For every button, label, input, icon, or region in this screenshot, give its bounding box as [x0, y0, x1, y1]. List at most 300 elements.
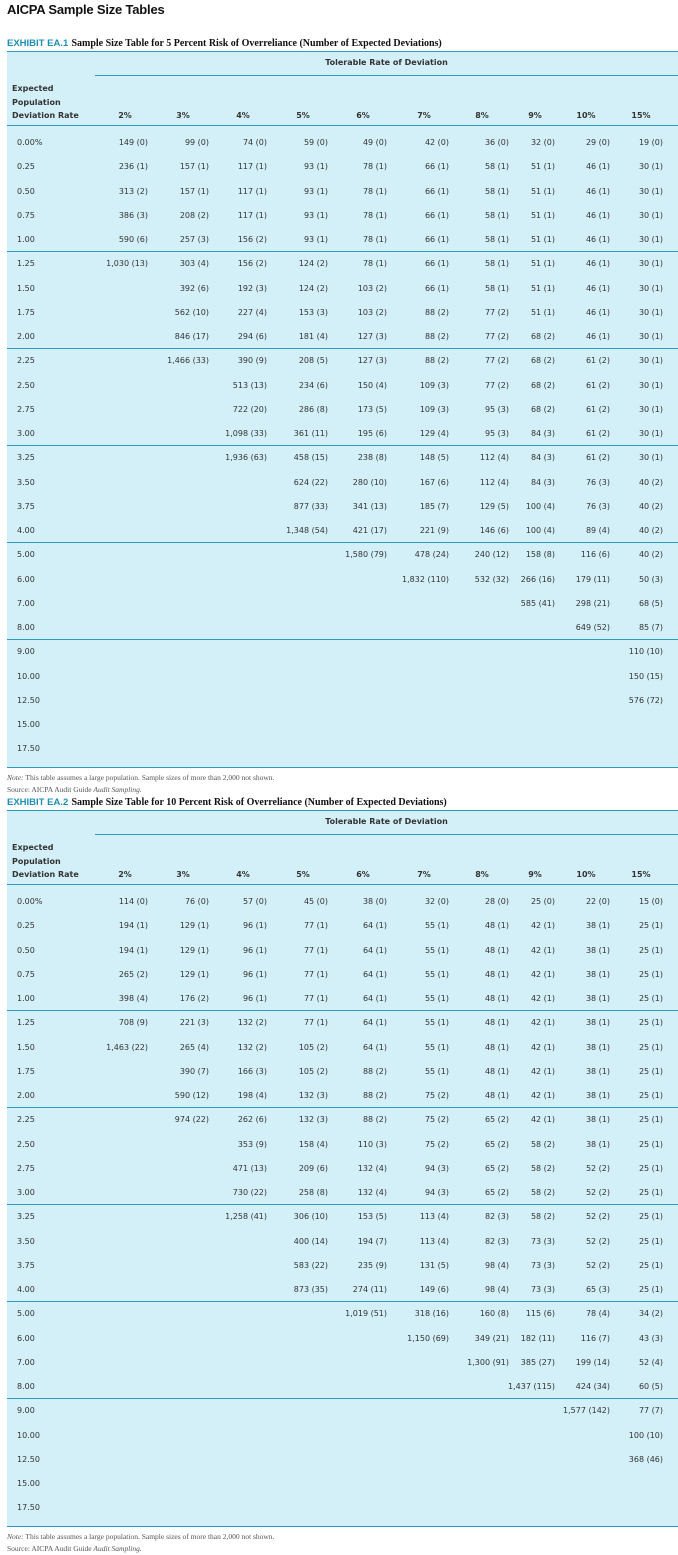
- sample-size-cell: 194 (1): [118, 921, 148, 931]
- sample-size-cell: 153 (3): [298, 307, 328, 317]
- sample-size-cell: 1,300 (91): [467, 1357, 509, 1367]
- table-row: [7, 278, 678, 302]
- page-title: AICPA Sample Size Tables: [7, 2, 165, 17]
- table-row: [7, 617, 678, 641]
- table-row: [7, 1109, 678, 1133]
- sample-size-cell: 75 (2): [424, 1091, 449, 1100]
- sample-size-cell: 25 (1): [638, 1163, 663, 1173]
- super-header-rule: [95, 834, 678, 835]
- deviation-rate: 17.50: [17, 1503, 40, 1513]
- sample-size-cell: 75 (2): [424, 1139, 449, 1149]
- deviation-rate: 3.25: [17, 1212, 35, 1222]
- sample-size-cell: 22 (0): [585, 897, 610, 906]
- sample-size-cell: 198 (4): [237, 1091, 267, 1100]
- sample-size-cell: 25 (1): [638, 1236, 663, 1246]
- sample-size-cell: 78 (1): [362, 259, 387, 269]
- column-header: 5%: [296, 870, 310, 879]
- note-text: This table assumes a large population. Sample sizes of more than 2,000 not shown.: [25, 1531, 275, 1541]
- sample-size-cell: 30 (1): [638, 429, 663, 438]
- group-divider: [7, 1107, 678, 1108]
- sample-size-cell: 77 (1): [303, 945, 328, 955]
- sample-size-cell: 100 (4): [525, 501, 555, 511]
- sample-size-cell: 478 (24): [414, 550, 449, 560]
- note-prefix: Note:: [7, 1531, 24, 1541]
- sample-size-cell: 40 (2): [638, 526, 663, 535]
- sample-size-cell: 294 (6): [237, 332, 267, 341]
- sample-size-cell: 1,019 (51): [345, 1309, 387, 1319]
- table-row: [7, 1473, 678, 1497]
- table-row: [7, 1037, 678, 1061]
- deviation-rate: 3.75: [17, 501, 35, 511]
- deviation-rate: 1.00: [17, 994, 35, 1003]
- deviation-rate: 4.00: [17, 1285, 35, 1294]
- sample-size-cell: 181 (4): [298, 332, 328, 341]
- sample-size-cell: 48 (1): [484, 1066, 509, 1076]
- sample-size-cell: 30 (1): [638, 162, 663, 172]
- sample-size-cell: 58 (2): [530, 1163, 555, 1173]
- table-row: [7, 447, 678, 471]
- group-divider: [7, 1204, 678, 1205]
- sample-size-cell: 585 (41): [520, 598, 555, 608]
- table-row: [7, 891, 678, 915]
- sample-size-cell: 58 (2): [530, 1212, 555, 1222]
- sample-size-cell: 286 (8): [298, 404, 328, 414]
- sample-size-cell: 64 (1): [362, 1018, 387, 1028]
- sample-size-cell: 74 (0): [242, 138, 267, 147]
- deviation-rate: 2.00: [17, 332, 35, 341]
- table-row: [7, 1206, 678, 1230]
- sample-size-cell: 238 (8): [357, 453, 387, 463]
- sample-size-cell: 61 (2): [585, 429, 610, 438]
- sample-size-cell: 25 (1): [638, 1188, 663, 1197]
- table-row: [7, 988, 678, 1012]
- table-row: [7, 569, 678, 593]
- column-header: 2%: [118, 870, 132, 879]
- sample-size-cell: 96 (1): [242, 969, 267, 979]
- sample-size-cell: 235 (9): [357, 1260, 387, 1270]
- table-row: [7, 156, 678, 180]
- sample-size-cell: 94 (3): [424, 1163, 449, 1173]
- sample-size-cell: 100 (10): [628, 1430, 663, 1440]
- sample-size-cell: 66 (1): [424, 162, 449, 172]
- sample-size-cell: 105 (2): [298, 1042, 328, 1052]
- sample-size-cell: 42 (1): [530, 969, 555, 979]
- sample-size-cell: 132 (3): [298, 1115, 328, 1125]
- sample-size-cell: 112 (4): [479, 453, 509, 463]
- deviation-rate: 3.00: [17, 1188, 35, 1197]
- sample-size-cell: 78 (1): [362, 186, 387, 196]
- stub-header: [12, 841, 79, 882]
- sample-size-cell: 42 (1): [530, 945, 555, 955]
- sample-size-cell: 58 (2): [530, 1139, 555, 1149]
- sample-size-cell: 25 (1): [638, 1212, 663, 1222]
- table-row: [7, 326, 678, 350]
- deviation-rate: 6.00: [17, 1333, 35, 1343]
- column-header: 15%: [631, 870, 651, 879]
- sample-size-table: [7, 810, 678, 1527]
- sample-size-cell: 64 (1): [362, 994, 387, 1003]
- deviation-rate: 0.25: [17, 921, 35, 931]
- sample-size-cell: 42 (1): [530, 994, 555, 1003]
- sample-size-cell: 385 (27): [520, 1357, 555, 1367]
- note-line: [7, 772, 274, 784]
- sample-size-cell: 266 (16): [520, 574, 555, 584]
- sample-size-cell: 38 (0): [362, 897, 387, 906]
- sample-size-cell: 30 (1): [638, 332, 663, 341]
- sample-size-cell: 93 (1): [303, 162, 328, 172]
- sample-size-cell: 132 (4): [357, 1188, 387, 1197]
- sample-size-cell: 73 (3): [530, 1260, 555, 1270]
- table-row: [7, 1061, 678, 1085]
- sample-size-cell: 77 (2): [484, 307, 509, 317]
- table-row: [7, 641, 678, 665]
- super-header-rule: [95, 75, 678, 76]
- sample-size-cell: 52 (2): [585, 1260, 610, 1270]
- table-row: [7, 205, 678, 229]
- exhibit-number: EXHIBIT EA.1: [7, 38, 69, 49]
- sample-size-cell: 38 (1): [585, 1091, 610, 1100]
- sample-size-cell: 25 (1): [638, 1285, 663, 1294]
- table-row: [7, 1231, 678, 1255]
- deviation-rate: 6.00: [17, 574, 35, 584]
- sample-size-cell: 55 (1): [424, 1018, 449, 1028]
- deviation-rate: 15.00: [17, 720, 40, 729]
- sample-size-cell: 105 (2): [298, 1066, 328, 1076]
- sample-size-cell: 88 (2): [362, 1115, 387, 1125]
- sample-size-cell: 42 (1): [530, 1115, 555, 1125]
- sample-size-cell: 390 (7): [179, 1066, 209, 1076]
- sample-size-cell: 78 (4): [585, 1309, 610, 1319]
- sample-size-cell: 157 (1): [179, 186, 209, 196]
- stub-header-line: Deviation Rate: [12, 111, 79, 120]
- deviation-rate: 0.25: [17, 162, 35, 172]
- sample-size-cell: 25 (1): [638, 969, 663, 979]
- sample-size-cell: 185 (7): [419, 501, 449, 511]
- sample-size-cell: 110 (10): [628, 647, 663, 657]
- sample-size-cell: 156 (2): [237, 235, 267, 244]
- sample-size-cell: 15 (0): [638, 897, 663, 906]
- sample-size-cell: 349 (21): [474, 1333, 509, 1343]
- sample-size-cell: 46 (1): [585, 283, 610, 293]
- sample-size-cell: 127 (3): [357, 332, 387, 341]
- sample-size-cell: 65 (2): [484, 1163, 509, 1173]
- sample-size-cell: 194 (7): [357, 1236, 387, 1246]
- sample-size-cell: 532 (32): [474, 574, 509, 584]
- sample-size-cell: 51 (1): [530, 162, 555, 172]
- sample-size-cell: 42 (1): [530, 1091, 555, 1100]
- sample-size-cell: 124 (2): [298, 283, 328, 293]
- group-divider: [7, 445, 678, 446]
- sample-size-cell: 313 (2): [118, 186, 148, 196]
- header-rule: [7, 884, 678, 885]
- sample-size-cell: 88 (2): [362, 1091, 387, 1100]
- sample-size-cell: 129 (1): [179, 945, 209, 955]
- sample-size-cell: 96 (1): [242, 945, 267, 955]
- sample-size-cell: 19 (0): [638, 138, 663, 147]
- sample-size-cell: 38 (1): [585, 1115, 610, 1125]
- sample-size-cell: 576 (72): [628, 695, 663, 705]
- sample-size-cell: 78 (1): [362, 162, 387, 172]
- sample-size-cell: 103 (2): [357, 307, 387, 317]
- sample-size-cell: 55 (1): [424, 921, 449, 931]
- column-header: 4%: [236, 870, 250, 879]
- sample-size-cell: 1,437 (115): [508, 1382, 555, 1391]
- sample-size-cell: 65 (2): [484, 1139, 509, 1149]
- table-row: [7, 1085, 678, 1109]
- sample-size-cell: 66 (1): [424, 283, 449, 293]
- sample-size-cell: 209 (6): [298, 1163, 328, 1173]
- source-prefix: Source: AICPA Audit Guide: [7, 1543, 92, 1553]
- sample-size-cell: 38 (1): [585, 921, 610, 931]
- sample-size-cell: 1,580 (79): [345, 550, 387, 560]
- sample-size-cell: 38 (1): [585, 1018, 610, 1028]
- sample-size-cell: 51 (1): [530, 210, 555, 220]
- deviation-rate: 3.25: [17, 453, 35, 463]
- sample-size-cell: 974 (22): [174, 1115, 209, 1125]
- deviation-rate: 2.50: [17, 1139, 35, 1149]
- sample-size-cell: 149 (6): [419, 1285, 449, 1294]
- sample-size-cell: 61 (2): [585, 404, 610, 414]
- source-line: [7, 1543, 274, 1555]
- column-header: 2%: [118, 111, 132, 120]
- column-header: 3%: [176, 111, 190, 120]
- deviation-rate: 3.75: [17, 1260, 35, 1270]
- table-row: [7, 350, 678, 374]
- sample-size-cell: 458 (15): [293, 453, 328, 463]
- deviation-rate: 2.75: [17, 404, 35, 414]
- deviation-rate: 8.00: [17, 1382, 35, 1391]
- deviation-rate: 2.25: [17, 356, 35, 366]
- table-row: [7, 666, 678, 690]
- sample-size-cell: 66 (1): [424, 186, 449, 196]
- sample-size-cell: 722 (20): [232, 404, 267, 414]
- sample-size-cell: 30 (1): [638, 210, 663, 220]
- sample-size-cell: 75 (2): [424, 1115, 449, 1125]
- deviation-rate: 9.00: [17, 1406, 35, 1416]
- sample-size-cell: 76 (0): [184, 897, 209, 906]
- sample-size-cell: 98 (4): [484, 1260, 509, 1270]
- exhibit-caption: Sample Size Table for 10 Percent Risk of Overreliance (Number of Expected Deviations): [71, 797, 447, 808]
- sample-size-cell: 65 (2): [484, 1115, 509, 1125]
- sample-size-cell: 166 (3): [237, 1066, 267, 1076]
- sample-size-cell: 61 (2): [585, 380, 610, 390]
- sample-size-cell: 182 (11): [520, 1333, 555, 1343]
- sample-size-cell: 58 (1): [484, 235, 509, 244]
- table-row: [7, 423, 678, 447]
- sample-size-cell: 1,832 (110): [402, 574, 449, 584]
- sample-size-cell: 208 (2): [179, 210, 209, 220]
- sample-size-cell: 48 (1): [484, 1042, 509, 1052]
- sample-size-cell: 873 (35): [293, 1285, 328, 1294]
- sample-size-cell: 55 (1): [424, 945, 449, 955]
- sample-size-cell: 77 (2): [484, 380, 509, 390]
- sample-size-cell: 877 (33): [293, 501, 328, 511]
- sample-size-cell: 624 (22): [293, 477, 328, 487]
- exhibit-title: [7, 796, 678, 810]
- sample-size-cell: 84 (3): [530, 477, 555, 487]
- sample-size-cell: 590 (12): [174, 1091, 209, 1100]
- sample-size-cell: 30 (1): [638, 380, 663, 390]
- sample-size-cell: 109 (3): [419, 404, 449, 414]
- sample-size-cell: 42 (1): [530, 1018, 555, 1028]
- sample-size-cell: 42 (1): [530, 921, 555, 931]
- stub-header-line: Population: [12, 856, 61, 866]
- sample-size-cell: 43 (3): [638, 1333, 663, 1343]
- sample-size-cell: 52 (2): [585, 1212, 610, 1222]
- sample-size-cell: 40 (2): [638, 501, 663, 511]
- sample-size-cell: 48 (1): [484, 969, 509, 979]
- deviation-rate: 3.00: [17, 429, 35, 438]
- column-header: 6%: [356, 111, 370, 120]
- sample-size-table: [7, 51, 678, 768]
- sample-size-cell: 192 (3): [237, 283, 267, 293]
- sample-size-cell: 149 (0): [118, 138, 148, 147]
- sample-size-cell: 708 (9): [118, 1018, 148, 1028]
- sample-size-cell: 103 (2): [357, 283, 387, 293]
- sample-size-cell: 386 (3): [118, 210, 148, 220]
- sample-size-cell: 240 (12): [474, 550, 509, 560]
- exhibit-1: [7, 37, 678, 768]
- sample-size-cell: 66 (1): [424, 235, 449, 244]
- table-row: [7, 253, 678, 277]
- sample-size-cell: 1,030 (13): [106, 259, 148, 269]
- deviation-rate: 15.00: [17, 1479, 40, 1488]
- sample-size-cell: 95 (3): [484, 429, 509, 438]
- table-row: [7, 593, 678, 617]
- sample-size-cell: 58 (1): [484, 283, 509, 293]
- table-row: [7, 1182, 678, 1206]
- sample-size-cell: 400 (14): [293, 1236, 328, 1246]
- sample-size-cell: 88 (2): [362, 1066, 387, 1076]
- sample-size-cell: 25 (1): [638, 945, 663, 955]
- sample-size-cell: 65 (3): [585, 1285, 610, 1294]
- table-row: [7, 496, 678, 520]
- sample-size-cell: 48 (1): [484, 994, 509, 1003]
- sample-size-cell: 274 (11): [352, 1285, 387, 1294]
- sample-size-cell: 562 (10): [174, 307, 209, 317]
- table-row: [7, 940, 678, 964]
- sample-size-cell: 132 (4): [357, 1163, 387, 1173]
- sample-size-cell: 51 (1): [530, 259, 555, 269]
- stub-header-line: Expected: [12, 84, 54, 93]
- sample-size-cell: 257 (3): [179, 235, 209, 244]
- deviation-rate: 12.50: [17, 1454, 40, 1464]
- sample-size-cell: 1,936 (63): [225, 453, 267, 463]
- column-header: 10%: [576, 870, 596, 879]
- sample-size-cell: 25 (1): [638, 994, 663, 1003]
- sample-size-cell: 49 (0): [362, 138, 387, 147]
- sample-size-cell: 124 (2): [298, 259, 328, 269]
- sample-size-cell: 46 (1): [585, 307, 610, 317]
- super-header: [7, 52, 678, 76]
- sample-size-cell: 25 (1): [638, 1091, 663, 1100]
- sample-size-cell: 361 (11): [293, 429, 328, 438]
- table-row: [7, 1012, 678, 1036]
- sample-size-cell: 303 (4): [179, 259, 209, 269]
- sample-size-cell: 51 (1): [530, 186, 555, 196]
- sample-size-cell: 353 (9): [237, 1139, 267, 1149]
- sample-size-cell: 78 (1): [362, 210, 387, 220]
- sample-size-cell: 98 (4): [484, 1285, 509, 1294]
- group-divider: [7, 542, 678, 543]
- sample-size-cell: 1,150 (69): [407, 1333, 449, 1343]
- sample-size-cell: 61 (2): [585, 453, 610, 463]
- group-divider: [7, 251, 678, 252]
- sample-size-cell: 227 (4): [237, 307, 267, 317]
- table-row: [7, 1303, 678, 1327]
- table-row: [7, 714, 678, 738]
- exhibit-title: [7, 37, 678, 51]
- sample-size-cell: 112 (4): [479, 477, 509, 487]
- sample-size-cell: 93 (1): [303, 210, 328, 220]
- group-divider: [7, 1301, 678, 1302]
- table-row: [7, 132, 678, 156]
- sample-size-cell: 424 (34): [575, 1382, 610, 1391]
- column-header: 8%: [475, 111, 489, 120]
- table-row: [7, 1400, 678, 1424]
- column-header: 7%: [417, 111, 431, 120]
- sample-size-cell: 59 (0): [303, 138, 328, 147]
- deviation-rate: 0.75: [17, 210, 35, 220]
- sample-size-cell: 42 (0): [424, 138, 449, 147]
- sample-size-cell: 50 (3): [638, 574, 663, 584]
- sample-size-cell: 116 (6): [580, 550, 610, 560]
- table-row: [7, 690, 678, 714]
- sample-size-cell: 513 (13): [232, 380, 267, 390]
- group-divider: [7, 639, 678, 640]
- group-divider: [7, 1010, 678, 1011]
- sample-size-cell: 38 (1): [585, 1139, 610, 1149]
- sample-size-cell: 52 (2): [585, 1236, 610, 1246]
- sample-size-cell: 30 (1): [638, 186, 663, 196]
- sample-size-cell: 77 (7): [638, 1406, 663, 1416]
- sample-size-cell: 40 (2): [638, 550, 663, 560]
- sample-size-cell: 115 (6): [525, 1309, 555, 1319]
- sample-size-cell: 132 (2): [237, 1042, 267, 1052]
- sample-size-cell: 64 (1): [362, 969, 387, 979]
- sample-size-cell: 94 (3): [424, 1188, 449, 1197]
- deviation-rate: 12.50: [17, 695, 40, 705]
- sample-size-cell: 158 (8): [525, 550, 555, 560]
- sample-size-cell: 95 (3): [484, 404, 509, 414]
- sample-size-cell: 649 (52): [575, 623, 610, 632]
- sample-size-cell: 390 (9): [237, 356, 267, 366]
- sample-size-cell: 158 (4): [298, 1139, 328, 1149]
- exhibit-number: EXHIBIT EA.2: [7, 797, 69, 808]
- table-row: [7, 472, 678, 496]
- sample-size-cell: 113 (4): [419, 1212, 449, 1222]
- sample-size-cell: 48 (1): [484, 1091, 509, 1100]
- sample-size-cell: 25 (1): [638, 921, 663, 931]
- sample-size-cell: 590 (6): [118, 235, 148, 244]
- sample-size-cell: 846 (17): [174, 332, 209, 341]
- deviation-rate: 1.25: [17, 1018, 35, 1028]
- sample-size-cell: 131 (5): [419, 1260, 449, 1270]
- deviation-rate: 3.50: [17, 477, 35, 487]
- sample-size-cell: 25 (1): [638, 1042, 663, 1052]
- sample-size-cell: 156 (2): [237, 259, 267, 269]
- deviation-rate: 2.50: [17, 380, 35, 390]
- sample-size-cell: 194 (1): [118, 945, 148, 955]
- sample-size-cell: 48 (1): [484, 1018, 509, 1028]
- sample-size-cell: 48 (1): [484, 945, 509, 955]
- column-header: 9%: [528, 870, 542, 879]
- sample-size-cell: 55 (1): [424, 994, 449, 1003]
- sample-size-cell: 29 (0): [585, 138, 610, 147]
- sample-size-cell: 58 (2): [530, 1188, 555, 1197]
- sample-size-cell: 173 (5): [357, 404, 387, 414]
- sample-size-cell: 221 (3): [179, 1018, 209, 1028]
